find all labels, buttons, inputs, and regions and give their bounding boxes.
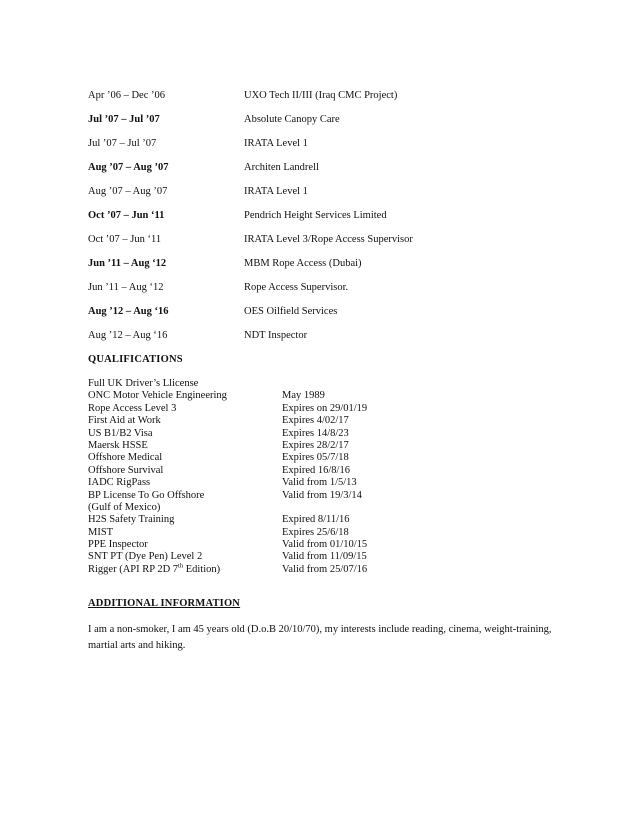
experience-employer: Pendrich Height Services Limited <box>244 210 387 221</box>
experience-role: IRATA Level 1 <box>244 138 308 149</box>
experience-row <box>88 282 578 296</box>
experience-dates: Oct ’07 – Jun ‘11 <box>88 234 162 245</box>
qualification-name: IADC RigPass <box>88 477 151 489</box>
qualification-row <box>88 502 578 514</box>
experience-employer: Architen Landrell <box>244 162 319 173</box>
qualification-row <box>88 551 578 563</box>
qualification-validity: Valid from 19/3/14 <box>282 489 362 501</box>
experience-dates: Aug ’07 – Aug ’07 <box>88 162 169 173</box>
qualification-validity: May 1989 <box>282 390 325 402</box>
qualification-name-part: Edition) <box>183 563 221 575</box>
qualification-row <box>88 527 578 539</box>
qualifications-list <box>88 378 578 576</box>
qualification-name: Rope Access Level 3 <box>88 402 177 414</box>
qualification-name: ONC Motor Vehicle Engineering <box>88 390 227 402</box>
experience-employer: OES Oilfield Services <box>244 306 338 317</box>
qualification-row <box>88 564 578 576</box>
qualification-validity: Valid from 11/09/15 <box>282 551 367 563</box>
qualification-name: (Gulf of Mexico) <box>88 501 161 513</box>
experience-role: NDT Inspector <box>244 330 308 341</box>
qualification-name: First Aid at Work <box>88 415 161 427</box>
experience-row <box>88 258 578 272</box>
qualification-validity: Valid from 1/5/13 <box>282 477 357 489</box>
experience-dates: Aug ’12 – Aug ‘16 <box>88 330 168 341</box>
qualification-name: Maersk HSSE <box>88 439 148 451</box>
qualification-name <box>88 564 220 577</box>
cv-page <box>88 0 578 826</box>
experience-row <box>88 90 578 104</box>
experience-role: Rope Access Supervisor. <box>244 282 349 293</box>
qualification-row <box>88 452 578 464</box>
qualification-name: Offshore Medical <box>88 452 163 464</box>
experience-employer: Absolute Canopy Care <box>244 114 340 125</box>
qualification-row <box>88 415 578 427</box>
qualification-row <box>88 390 578 402</box>
qualification-row <box>88 378 578 390</box>
qualification-validity: Expired 16/8/16 <box>282 464 350 476</box>
experience-employer: MBM Rope Access (Dubai) <box>244 258 362 269</box>
experience-row <box>88 186 578 200</box>
experience-dates: Jun ’11 – Aug ‘12 <box>88 258 167 269</box>
qualification-row <box>88 428 578 440</box>
experience-row <box>88 162 578 176</box>
qualification-name-part: Rigger (API RP 2D 7 <box>88 563 179 575</box>
experience-row <box>88 306 578 320</box>
experience-dates: Jul ’07 – Jul ’07 <box>88 138 157 149</box>
qualification-validity: Expires 14/8/23 <box>282 427 349 439</box>
qualification-row <box>88 440 578 452</box>
qualification-name: PPE Inspector <box>88 539 148 551</box>
qualification-validity: Expires 05/7/18 <box>282 452 349 464</box>
qualification-row <box>88 539 578 551</box>
experience-row <box>88 114 578 128</box>
qualification-validity: Expires on 29/01/19 <box>282 402 368 414</box>
additional-information-text: I am a non-smoker, I am 45 years old (D.o.B 20/10/70), my interests include reading, cinema, weight-training, martial arts and hiking. <box>88 624 552 651</box>
additional-information-heading: ADDITIONAL INFORMATION <box>88 598 241 609</box>
experience-row <box>88 138 578 152</box>
experience-dates: Apr ’06 – Dec ’06 <box>88 90 165 101</box>
qualification-name: SNT PT (Dye Pen) Level 2 <box>88 551 203 563</box>
qualification-validity: Expires 25/6/18 <box>282 526 349 538</box>
experience-row <box>88 234 578 248</box>
qualifications-heading: QUALIFICATIONS <box>88 354 183 365</box>
qualification-name: Full UK Driver’s Llicense <box>88 378 199 389</box>
qualification-name: Offshore Survival <box>88 464 164 476</box>
experience-dates: Aug ’07 – Aug ’07 <box>88 186 168 197</box>
experience-dates: Oct ’07 – Jun ‘11 <box>88 210 165 221</box>
qualification-name: BP License To Go Offshore <box>88 489 205 501</box>
qualification-name: H2S Safety Training <box>88 514 175 526</box>
qualification-row <box>88 477 578 489</box>
qualification-name: MIST <box>88 526 114 538</box>
experience-role: UXO Tech II/III (Iraq CMC Project) <box>244 90 398 101</box>
qualification-validity: Expires 4/02/17 <box>282 415 349 427</box>
qualification-validity: Valid from 01/10/15 <box>282 539 368 551</box>
experience-dates: Aug ’12 – Aug ‘16 <box>88 306 169 317</box>
experience-dates: Jun ’11 – Aug ‘12 <box>88 282 164 293</box>
experience-row <box>88 210 578 224</box>
experience-row <box>88 330 578 344</box>
qualification-row <box>88 403 578 415</box>
qualification-name: US B1/B2 Visa <box>88 427 153 439</box>
qualification-validity: Expired 8/11/16 <box>282 514 350 526</box>
qualification-row <box>88 465 578 477</box>
qualification-row <box>88 490 578 502</box>
ordinal-superscript: th <box>178 562 184 570</box>
qualification-validity: Valid from 25/07/16 <box>282 563 368 575</box>
experience-dates: Jul ’07 – Jul ’07 <box>88 114 160 125</box>
qualification-row <box>88 514 578 526</box>
experience-role: IRATA Level 1 <box>244 186 308 197</box>
experience-role: IRATA Level 3/Rope Access Supervisor <box>244 234 413 245</box>
qualification-validity: Expires 28/2/17 <box>282 439 349 451</box>
